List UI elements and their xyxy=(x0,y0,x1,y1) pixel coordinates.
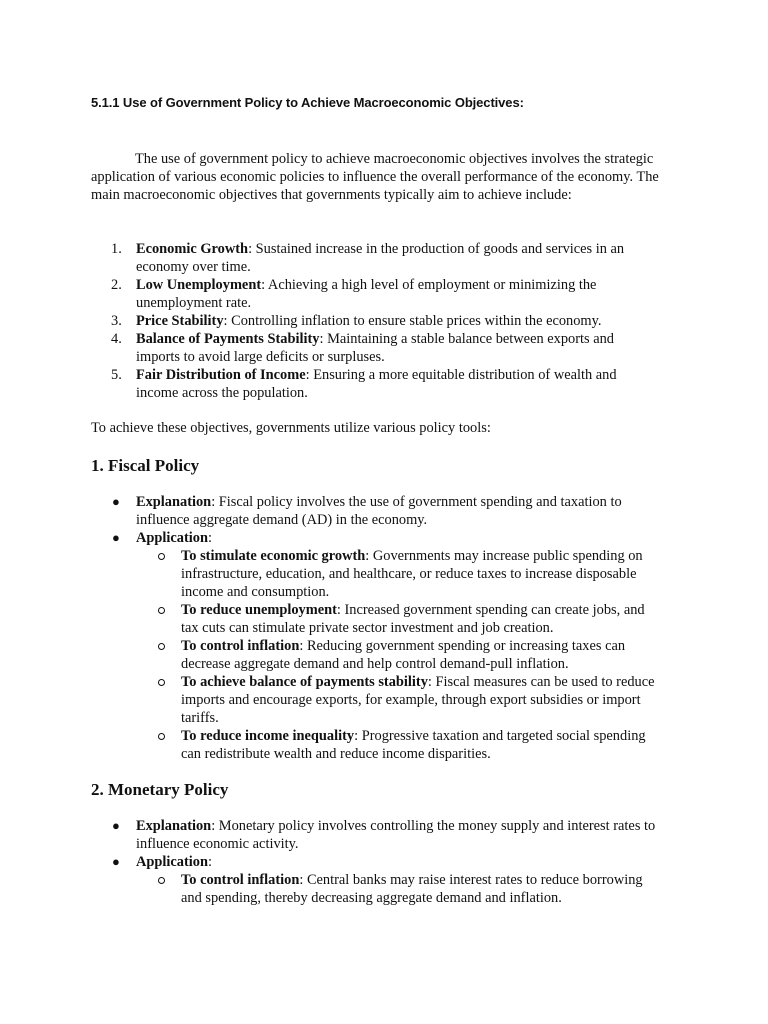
list-item xyxy=(136,871,661,907)
objective-text: : Maintaining a stable balance between exports and imports to avoid large deficits or surpluses. xyxy=(136,331,614,365)
list-item xyxy=(136,601,661,637)
list-item xyxy=(91,276,661,312)
list-item xyxy=(136,727,661,763)
list-number: 1. xyxy=(111,241,122,257)
monetary-policy-heading: 2. Monetary Policy xyxy=(91,780,229,799)
application-text: : Reducing government spending or increasing taxes can decrease aggregate demand and help control demand-pull inflation. xyxy=(181,638,626,672)
explanation-text: : Fiscal policy involves the use of government spending and taxation to influence aggregate demand (AD) in the economy. xyxy=(136,494,622,528)
fiscal-policy-heading: 1. Fiscal Policy xyxy=(91,456,200,475)
objective-term: Balance of Payments Stability xyxy=(136,331,320,347)
intro-paragraph: The use of government policy to achieve macroeconomic objectives involves the strategic application of various economic policies to influence the overall performance of the economy. The main macroeconomic objectives that governments typically aim to achieve include: xyxy=(91,151,659,203)
bullet-icon: ● xyxy=(112,854,120,869)
application-colon: : xyxy=(207,854,212,870)
explanation-term: Explanation xyxy=(136,494,212,510)
list-item xyxy=(91,330,661,366)
objective-term: Price Stability xyxy=(136,313,224,329)
objectives-list xyxy=(91,240,661,402)
application-term: Application xyxy=(136,854,208,870)
list-item xyxy=(91,312,661,330)
section-heading: 5.1.1 Use of Government Policy to Achieve Macroeconomic Objectives: xyxy=(91,95,524,110)
application-colon: : xyxy=(207,530,212,546)
monetary-policy-list xyxy=(91,817,661,907)
list-number: 4. xyxy=(111,331,122,347)
list-number: 3. xyxy=(111,313,122,329)
tools-intro: To achieve these objectives, governments utilize various policy tools: xyxy=(91,420,491,436)
circle-bullet-icon xyxy=(158,679,165,686)
application-term: To reduce income inequality xyxy=(181,728,355,744)
bullet-icon: ● xyxy=(112,494,120,509)
application-term: Application xyxy=(136,530,208,546)
circle-bullet-icon xyxy=(158,553,165,560)
objective-text: : Ensuring a more equitable distribution of wealth and income across the population. xyxy=(136,367,617,401)
application-term: To control inflation xyxy=(181,638,300,654)
application-text: : Central banks may raise interest rates to reduce borrowing and spending, thereby decreasing aggregate demand and inflation. xyxy=(181,872,643,906)
list-item xyxy=(91,366,661,402)
objective-term: Low Unemployment xyxy=(136,277,262,293)
application-term: To stimulate economic growth xyxy=(181,548,366,564)
list-number: 2. xyxy=(111,277,122,293)
list-item xyxy=(136,547,661,601)
list-item xyxy=(136,673,661,727)
circle-bullet-icon xyxy=(158,877,165,884)
monetary-applications-list xyxy=(136,871,661,907)
objective-text: : Sustained increase in the production of goods and services in an economy over time. xyxy=(136,241,625,275)
list-item xyxy=(136,637,661,673)
objective-text: : Achieving a high level of employment or minimizing the unemployment rate. xyxy=(136,277,597,311)
application-text: : Fiscal measures can be used to reduce imports and encourage exports, for example, through export subsidies or import tariffs. xyxy=(181,674,655,726)
application-term: To achieve balance of payments stability xyxy=(181,674,428,690)
list-item xyxy=(91,493,661,529)
circle-bullet-icon xyxy=(158,643,165,650)
list-item xyxy=(91,529,661,763)
application-term: To reduce unemployment xyxy=(181,602,337,618)
list-item xyxy=(91,853,661,907)
explanation-text: : Monetary policy involves controlling the money supply and interest rates to influence economic activity. xyxy=(136,818,656,852)
fiscal-policy-list xyxy=(91,493,661,763)
application-term: To control inflation xyxy=(181,872,300,888)
bullet-icon: ● xyxy=(112,818,120,833)
bullet-icon: ● xyxy=(112,530,120,545)
application-text: : Progressive taxation and targeted social spending can redistribute wealth and reduce income disparities. xyxy=(181,728,646,762)
circle-bullet-icon xyxy=(158,607,165,614)
list-item xyxy=(91,240,661,276)
objective-term: Economic Growth xyxy=(136,241,249,257)
application-text: : Governments may increase public spending on infrastructure, education, and healthcare, or reduce taxes to increase disposable income and consumption. xyxy=(181,548,643,600)
fiscal-applications-list xyxy=(136,547,661,763)
objective-term: Fair Distribution of Income xyxy=(136,367,306,383)
application-text: : Increased government spending can create jobs, and tax cuts can stimulate private sector investment and job creation. xyxy=(181,602,645,636)
circle-bullet-icon xyxy=(158,733,165,740)
list-number: 5. xyxy=(111,367,122,383)
explanation-term: Explanation xyxy=(136,818,212,834)
objective-text: : Controlling inflation to ensure stable prices within the economy. xyxy=(223,313,602,329)
list-item xyxy=(91,817,661,853)
